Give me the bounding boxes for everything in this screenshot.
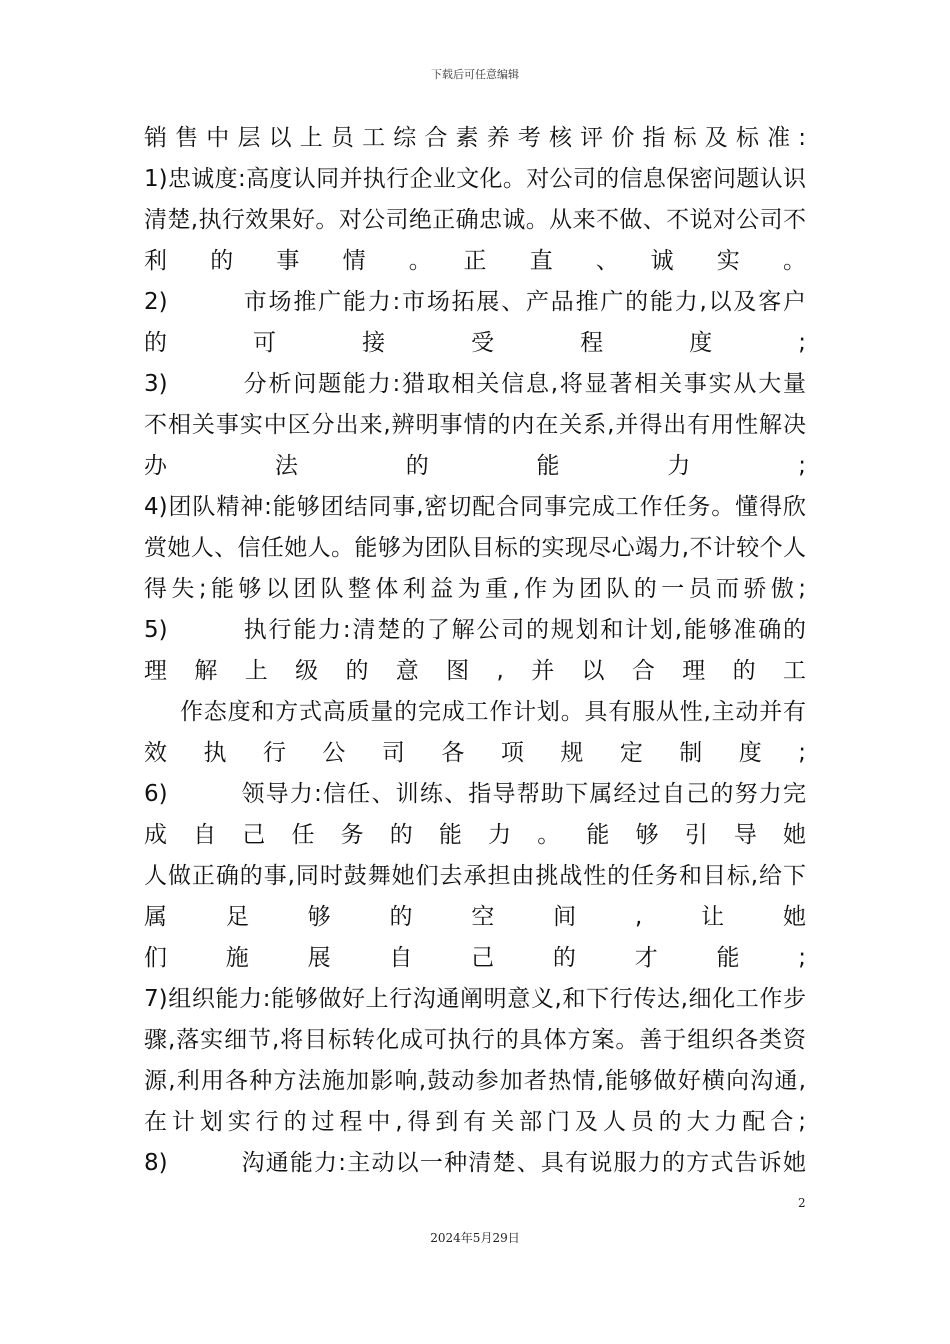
- text-line: 4)团队精神:能够团结同事,密切配合同事完成工作任务。懂得欣: [144, 494, 806, 520]
- text-line: 5) 执行能力:清楚的了解公司的规划和计划,能够准确的: [144, 617, 806, 643]
- text-line: 属 足 够 的 空 间 , 让 她: [144, 904, 806, 930]
- text-line: 办 法 的 能 力 ;: [144, 453, 806, 479]
- text-line: 们 施 展 自 己 的 才 能 ;: [144, 945, 806, 971]
- page-number: 2: [798, 1196, 806, 1210]
- text-line: 在计划实行的过程中,得到有关部门及人员的大力配合;: [144, 1109, 806, 1135]
- footer-date: 2024年5月29日: [430, 1231, 520, 1245]
- text-line: 骤,落实细节,将目标转化成可执行的具体方案。善于组织各类资: [144, 1027, 806, 1053]
- text-line: 得失;能够以团队整体利益为重,作为团队的一员而骄傲;: [144, 576, 806, 602]
- text-line: 赏她人、信任她人。能够为团队目标的实现尽心竭力,不计较个人: [144, 535, 806, 561]
- text-line: 效 执 行 公 司 各 项 规 定 制 度 ;: [144, 740, 806, 766]
- text-line: 作态度和方式高质量的完成工作计划。具有服从性,主动并有: [180, 699, 806, 725]
- text-line: 理 解 上 级 的 意 图 , 并 以 合 理 的 工: [144, 658, 806, 684]
- page-header-note: 下载后可任意编辑: [431, 68, 519, 81]
- text-line: 8) 沟通能力:主动以一种清楚、具有说服力的方式告诉她: [144, 1150, 806, 1176]
- text-line: 利 的 事 情 。 正 直 、 诚 实 。: [144, 248, 806, 274]
- text-line: 成自己任务的能力。能够引导她: [144, 822, 806, 848]
- text-line: 3) 分析问题能力:猎取相关信息,将显著相关事实从大量: [144, 371, 806, 397]
- text-line: 7)组织能力:能够做好上行沟通阐明意义,和下行传达,细化工作步: [144, 986, 806, 1012]
- text-line: 不相关事实中区分出来,辨明事情的内在关系,并得出有用性解决: [144, 412, 806, 438]
- text-line: 1)忠诚度:高度认同并执行企业文化。对公司的信息保密问题认识: [144, 166, 806, 192]
- text-line: 6) 领导力:信任、训练、指导帮助下属经过自己的努力完: [144, 781, 806, 807]
- text-line: 2) 市场推广能力:市场拓展、产品推广的能力,以及客户: [144, 289, 806, 315]
- text-line: 人做正确的事,同时鼓舞她们去承担由挑战性的任务和目标,给下: [144, 863, 806, 889]
- text-line: 的 可 接 受 程 度 ;: [144, 330, 806, 356]
- text-line-title: 销售中层以上员工综合素养考核评价指标及标准:: [144, 125, 806, 151]
- text-line: 源,利用各种方法施加影响,鼓动参加者热情,能够做好横向沟通,: [144, 1068, 806, 1094]
- text-line: 清楚,执行效果好。对公司绝正确忠诚。从来不做、不说对公司不: [144, 207, 806, 233]
- document-body: [144, 118, 806, 1184]
